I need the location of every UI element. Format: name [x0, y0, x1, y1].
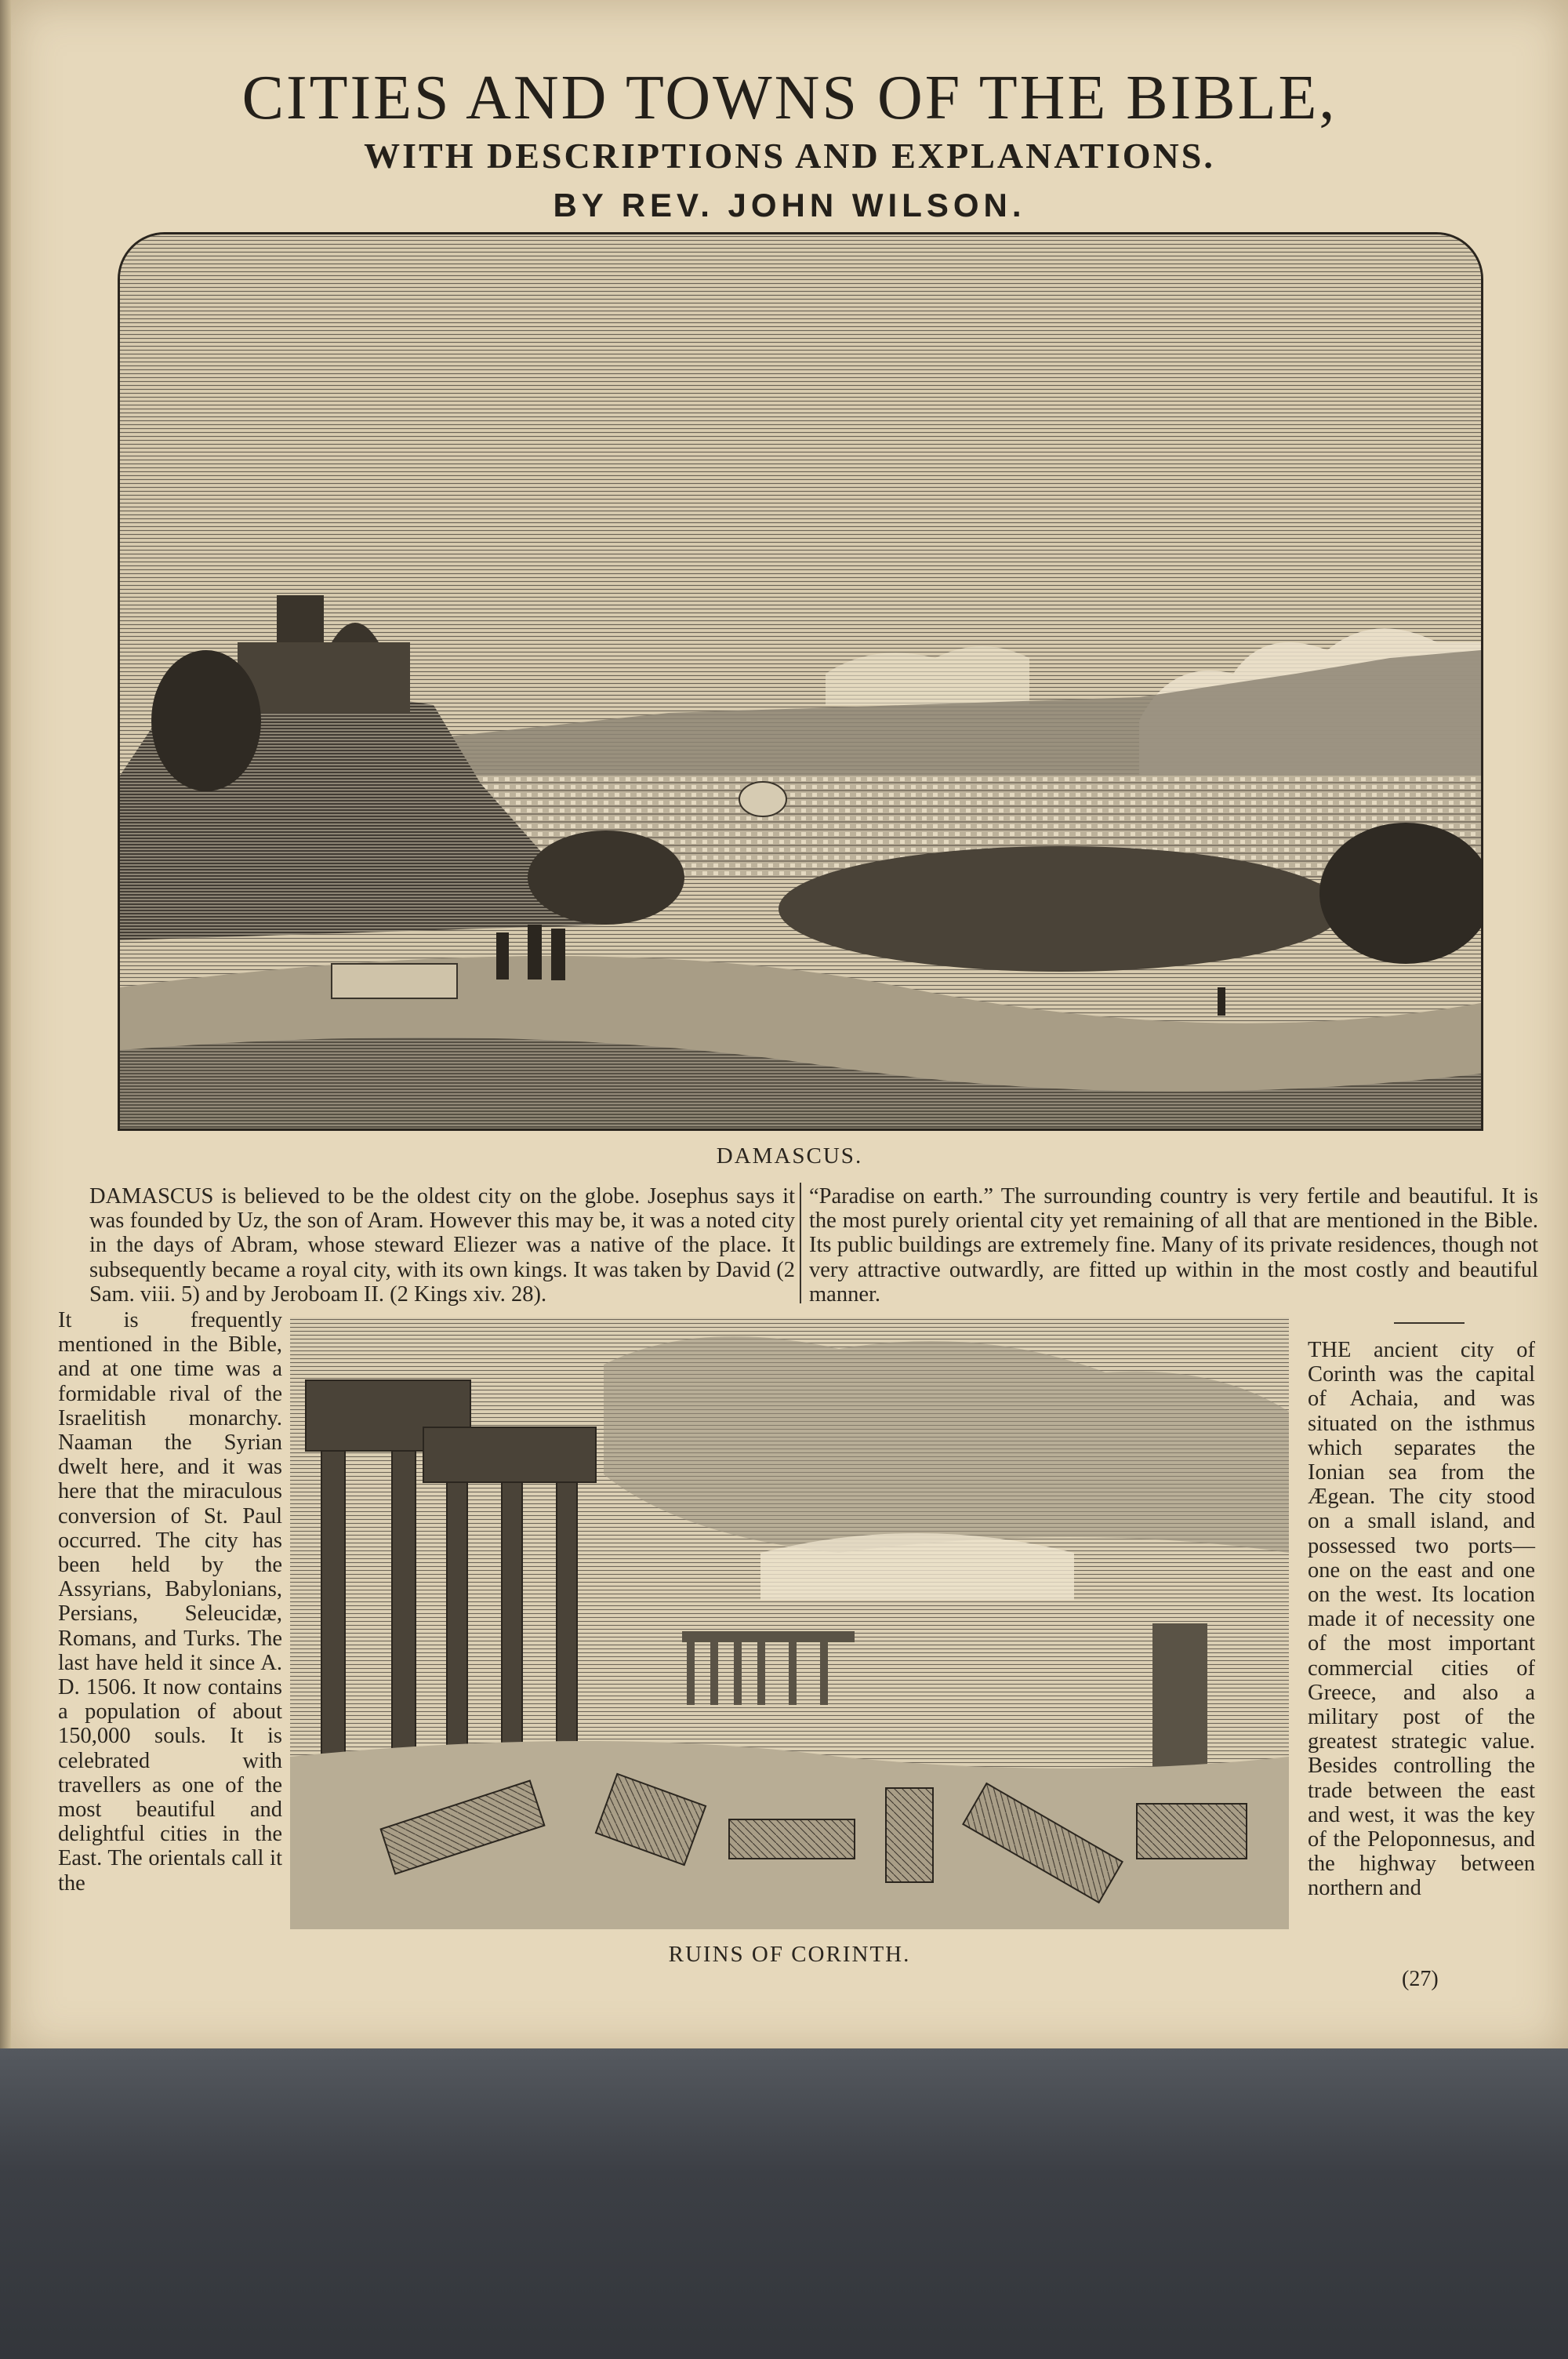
corinth-text: THE ancient city of Corinth was the capital of Achaia, and was situated on the isthmus which separates the Ionian sea from the Ægean. The city stood on a small island, and possessed two ports—one on the east and one on the west. Its location made it of necessity one of the most important commercial cities of Greece, and also a military post of the greatest strategic value. Besides controlling the trade between the east and west, it was the key of the Peloponnesus, and the highway between northern and [1308, 1338, 1535, 1901]
damascus-caption: DAMASCUS. [716, 1143, 863, 1169]
corinth-caption: RUINS OF CORINTH. [668, 1942, 911, 1967]
corinth-illustration [290, 1318, 1289, 1929]
damascus-engraving [118, 232, 1483, 1131]
page-number: (27) [1402, 1967, 1439, 1991]
article-divider [1394, 1322, 1465, 1324]
damascus-text-col3: It is frequently mentioned in the Bible, and at one time was a formidable rival of the Israelitish monarchy. Naaman the Syrian dwelt here, and it was here that the miraculous conversion of St. Paul occurred. The city has been held by the Assyrians, Babylonians, Persians, Seleucidæ, Romans, and Turks. The last have held it since A. D. 1506. It now contains a population of about 150,000 souls. It is celebrated with travellers as one of the most beautiful and delightful cities in the East. The orientals call it the [58, 1308, 282, 1896]
corinth-engraving [290, 1318, 1289, 1929]
author-line: BY REV. JOHN WILSON. [553, 187, 1026, 224]
damascus-illustration [120, 234, 1481, 1129]
page-subtitle: WITH DESCRIPTIONS AND EXPLANATIONS. [364, 136, 1215, 176]
page-title: CITIES AND TOWNS OF THE BIBLE, [241, 64, 1338, 133]
damascus-text-col2: “Paradise on earth.” The surrounding country is very fertile and beautiful. It is the most purely oriental city yet remaining of all that are mentioned in the Bible. Its public buildings are extremely fine. Many of its private residences, though not very attractive outwardly, are fitted up within in the most costly and beautiful manner. [809, 1184, 1538, 1307]
column-divider [800, 1183, 801, 1303]
background-surface [0, 2048, 1568, 2359]
damascus-text-col1: DAMASCUS is believed to be the oldest city on the globe. Josephus says it was founded by Uz, the son of Aram. However this may be, it was a noted city in the days of Abram, whose steward Eliezer was a native of the place. It subsequently became a royal city, with its own kings. It was taken by David (2 Sam. viii. 5) and by Jeroboam II. (2 Kings xiv. 28). [89, 1184, 795, 1307]
book-spine [0, 0, 11, 2053]
book-page [11, 0, 1568, 2053]
